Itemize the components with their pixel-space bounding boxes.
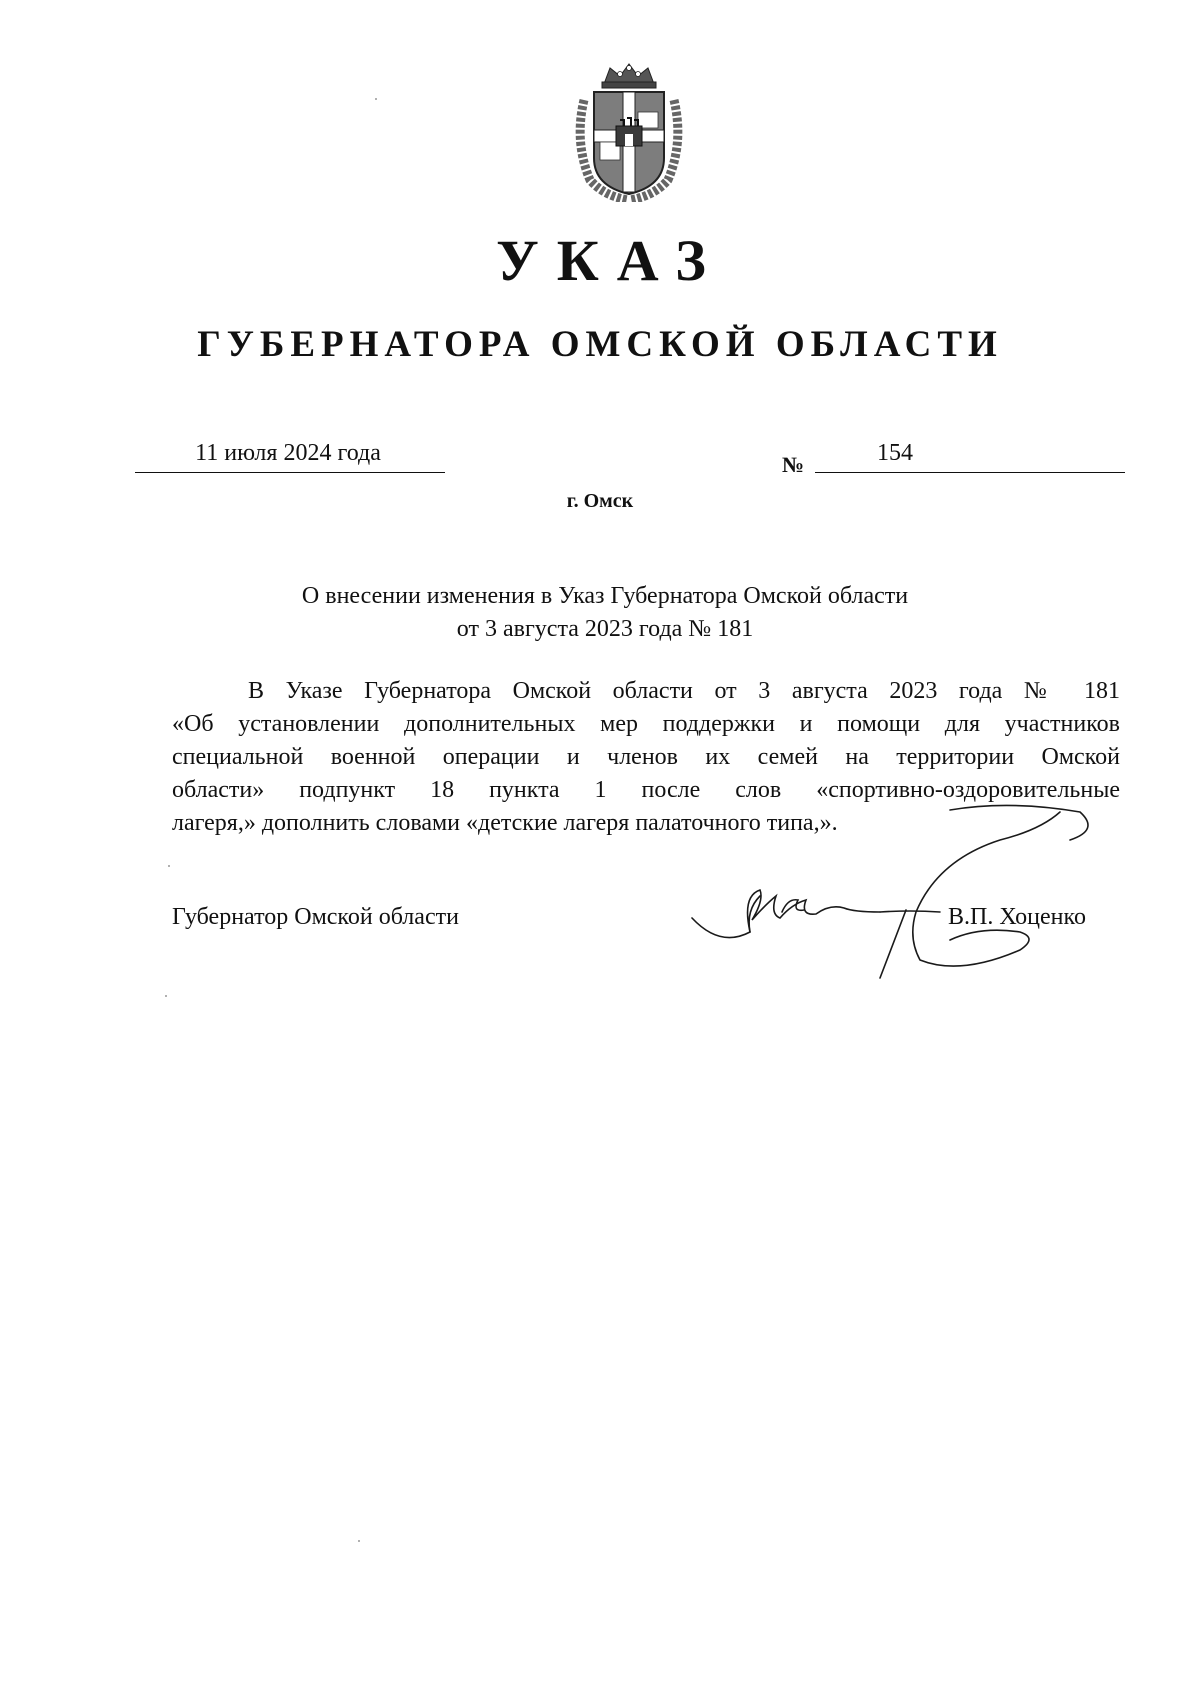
handwritten-signature-icon: [680, 800, 1100, 980]
scan-speck: [165, 995, 167, 997]
document-subtitle: ГУБЕРНАТОРА ОМСКОЙ ОБЛАСТИ: [197, 324, 1003, 365]
decree-number-value: 154: [877, 440, 913, 466]
document-title: УКАЗ: [496, 228, 724, 293]
scan-speck: [168, 865, 170, 867]
decree-date-value: 11 июля 2024 года: [195, 440, 381, 466]
decree-number: [815, 438, 1125, 473]
signer-name: В.П. Хоценко: [948, 904, 1086, 930]
decree-city: г. Омск: [566, 490, 634, 512]
scan-speck: [375, 98, 377, 100]
scan-speck: [358, 1540, 360, 1542]
decree-date: [135, 438, 445, 473]
decree-subject-line: О внесении изменения в Указ Губернатора Омской области: [301, 583, 909, 609]
decree-body-line: В Указе Губернатора Омской области от 3 августа 2023 года № 181: [248, 678, 1120, 704]
decree-body-line: области» подпункт 18 пункта 1 после слов «спортивно-оздоровительные: [172, 777, 1120, 803]
decree-subject: [170, 580, 1040, 646]
omsk-oblast-coat-of-arms-icon: [570, 62, 688, 202]
decree-number-label: №: [782, 452, 805, 477]
decree-body-line: специальной военной операции и членов их семей на территории Омской: [172, 744, 1120, 770]
signer-position: Губернатор Омской области: [172, 904, 459, 930]
decree-body-line: «Об установлении дополнительных мер поддержки и помощи для участников: [172, 711, 1120, 737]
decree-subject-line: от 3 августа 2023 года № 181: [456, 616, 754, 642]
decree-body-line: лагеря,» дополнить словами «детские лагеря палаточного типа,».: [172, 810, 838, 836]
